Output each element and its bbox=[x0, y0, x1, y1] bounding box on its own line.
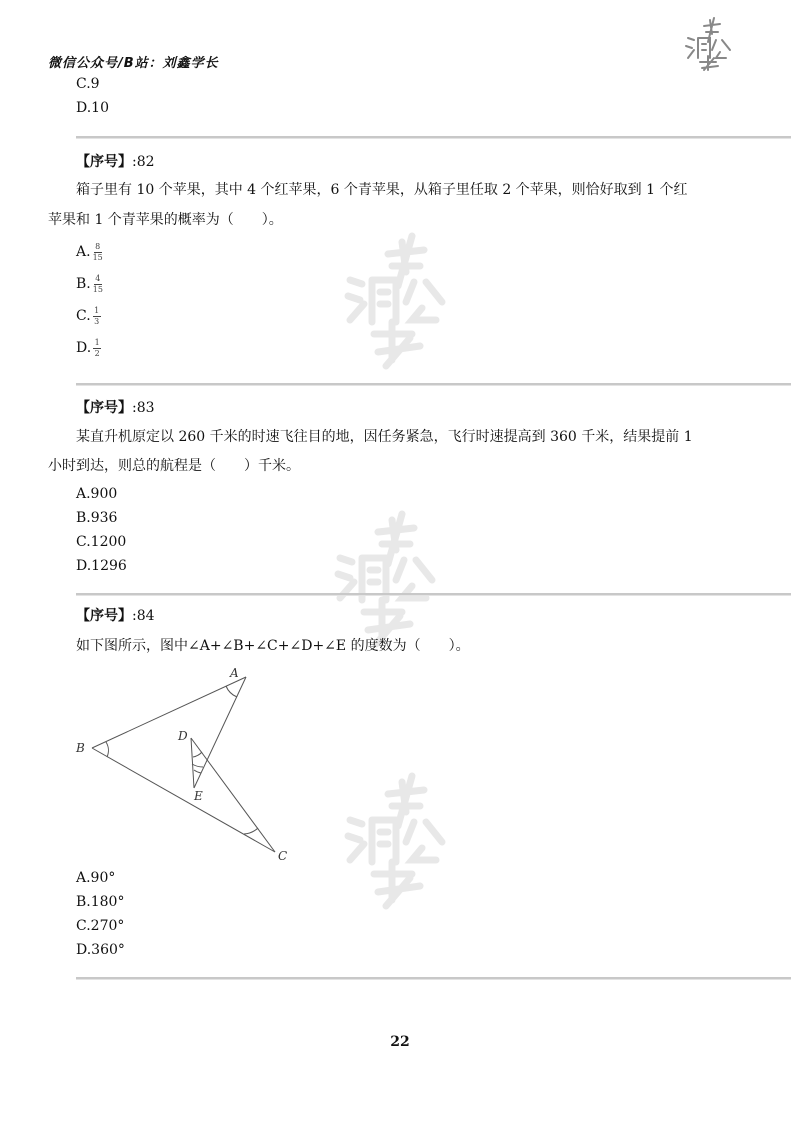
question-text: 某直升机原定以 260 千米的时速飞往目的地，因任务紧急，飞行时速提高到 360 千米，结果提前 1 bbox=[76, 429, 693, 445]
question-label: 【序号】 bbox=[76, 400, 132, 416]
page-number: 22 bbox=[390, 1034, 410, 1050]
option-d: D.1296 bbox=[76, 558, 127, 574]
question-text: 如下图所示，图中∠A+∠B+∠C+∠D+∠E 的度数为（ ）。 bbox=[76, 638, 470, 654]
angle-arc-a bbox=[226, 686, 237, 697]
question-number: :83 bbox=[132, 400, 155, 416]
question-text: 苹果和 1 个青苹果的概率为（ ）。 bbox=[48, 212, 283, 228]
option-b: B.936 bbox=[76, 510, 118, 526]
angle-arc-c bbox=[244, 828, 258, 834]
option-a: A.900 bbox=[76, 486, 118, 502]
line-ba bbox=[92, 677, 246, 748]
option-c: C.9 bbox=[76, 76, 100, 92]
numerator: 4 bbox=[95, 273, 101, 283]
numerator: 8 bbox=[95, 241, 101, 251]
option-d: D.360° bbox=[76, 942, 125, 958]
angle-arc-e bbox=[194, 770, 201, 773]
option-c: C.1200 bbox=[76, 534, 127, 550]
line-dc bbox=[191, 738, 275, 852]
numerator: 1 bbox=[94, 337, 100, 347]
label-e: E bbox=[194, 789, 203, 803]
question-number: :84 bbox=[132, 608, 155, 624]
numerator: 1 bbox=[94, 305, 100, 315]
option-c: C.270° bbox=[76, 918, 125, 934]
option-prefix: B. bbox=[76, 276, 91, 292]
label-d: D bbox=[178, 729, 188, 743]
line-ae bbox=[194, 677, 246, 788]
denominator: 15 bbox=[92, 284, 103, 294]
angle-arc-d bbox=[193, 752, 202, 757]
denominator: 15 bbox=[92, 252, 103, 262]
divider bbox=[76, 977, 791, 980]
angle-arc-e bbox=[192, 764, 203, 767]
option-prefix: A. bbox=[76, 244, 91, 260]
label-b: B bbox=[76, 741, 85, 755]
label-c: C bbox=[278, 849, 288, 863]
question-text: 小时到达，则总的航程是（ ）千米。 bbox=[48, 458, 300, 474]
option-d: D.10 bbox=[76, 100, 109, 116]
option-b: B.180° bbox=[76, 894, 125, 910]
angle-arc-b bbox=[106, 742, 108, 757]
option-prefix: C. bbox=[76, 308, 91, 324]
header-text: 微信公众号/B站：刘鑫学长 bbox=[48, 56, 219, 71]
question-label: 【序号】 bbox=[76, 608, 132, 624]
line-bc bbox=[92, 748, 275, 852]
option-a: A.90° bbox=[76, 870, 116, 886]
denominator: 3 bbox=[94, 316, 100, 326]
question-number: :82 bbox=[132, 154, 155, 170]
question-text: 箱子里有 10 个苹果，其中 4 个红苹果，6 个青苹果，从箱子里任取 2 个苹果，则恰好取到 1 个红 bbox=[76, 182, 688, 198]
label-a: A bbox=[230, 666, 239, 680]
denominator: 2 bbox=[94, 348, 100, 358]
option-prefix: D. bbox=[76, 340, 92, 356]
line-ed bbox=[191, 738, 194, 788]
question-label: 【序号】 bbox=[76, 154, 132, 170]
